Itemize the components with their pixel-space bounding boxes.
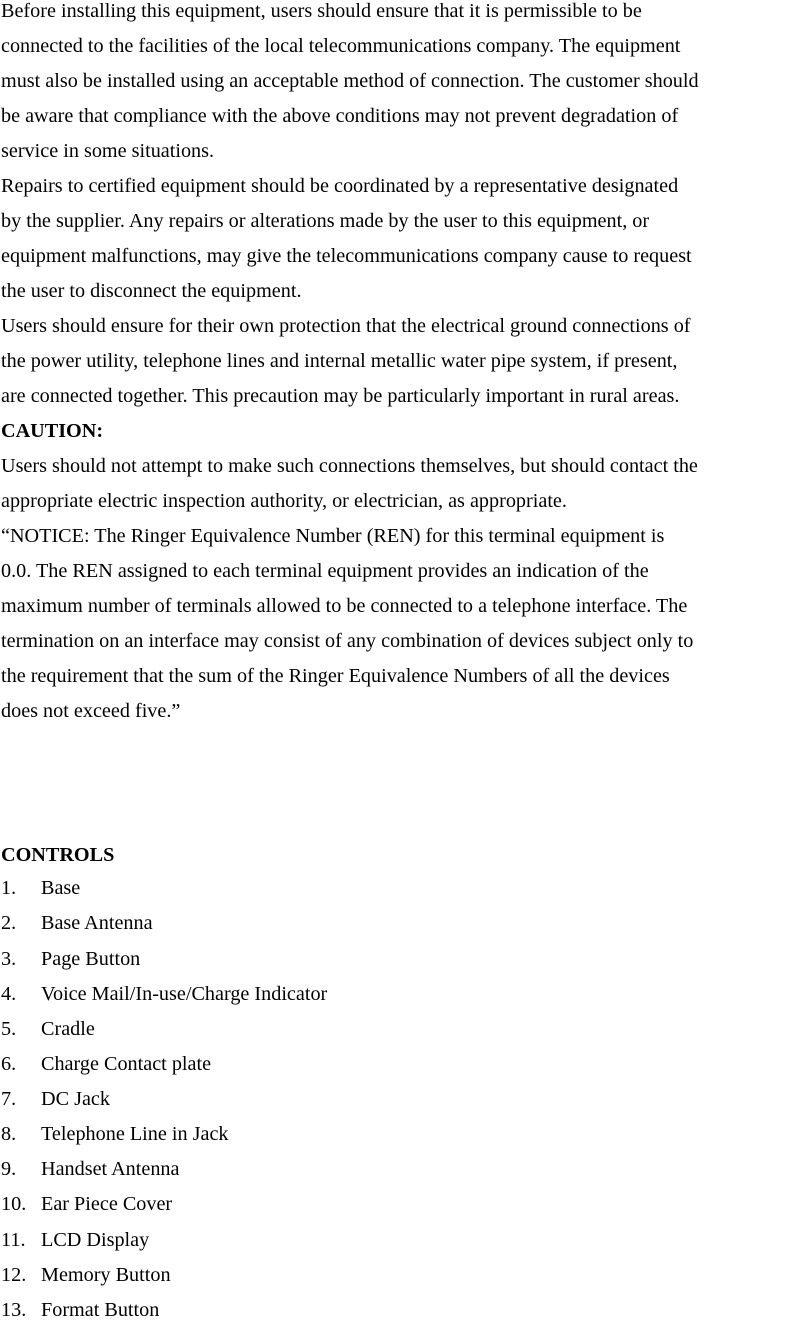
list-item-label: Page Button: [41, 948, 141, 970]
notice-line: “NOTICE: The Ringer Equivalence Number (REN) for this terminal equipment is: [1, 525, 665, 547]
list-item-label: Cradle: [41, 1018, 95, 1040]
list-item-label: Telephone Line in Jack: [41, 1123, 229, 1145]
list-item: [1, 1087, 110, 1111]
list-item-label: Format Button: [41, 1299, 160, 1321]
list-item: [1, 1192, 172, 1216]
list-item-number: 7.: [1, 1088, 17, 1110]
paragraph-line: be aware that compliance with the above conditions may not prevent degradation of: [1, 105, 679, 127]
paragraph-line: connected to the facilities of the local telecommunications company. The equipment: [1, 35, 681, 57]
list-item: [1, 1228, 149, 1252]
list-item: [1, 1017, 95, 1041]
caution-line: appropriate electric inspection authority, or electrician, as appropriate.: [1, 490, 567, 512]
list-item: [1, 1298, 159, 1322]
list-item-number: 12.: [1, 1264, 27, 1286]
list-item: [1, 1122, 229, 1146]
list-item-label: Base Antenna: [41, 912, 153, 934]
paragraph-line: by the supplier. Any repairs or alterations made by the user to this equipment, or: [1, 210, 650, 232]
list-item-number: 10.: [1, 1193, 27, 1215]
list-item-number: 9.: [1, 1158, 17, 1180]
paragraph-line: must also be installed using an acceptable method of connection. The customer should: [1, 70, 699, 92]
list-item-label: LCD Display: [41, 1229, 150, 1251]
list-item: [1, 982, 327, 1006]
notice-line: does not exceed five.”: [1, 700, 181, 722]
list-item-number: 2.: [1, 912, 17, 934]
list-item: [1, 876, 80, 900]
list-item-number: 3.: [1, 948, 17, 970]
list-item: [1, 1263, 171, 1287]
list-item-number: 1.: [1, 877, 17, 899]
paragraph-line: equipment malfunctions, may give the telecommunications company cause to request: [1, 245, 692, 267]
list-item: [1, 911, 153, 935]
list-item-label: Base: [41, 877, 81, 899]
list-item-number: 13.: [1, 1299, 27, 1321]
list-item-number: 8.: [1, 1123, 17, 1145]
paragraph-line: service in some situations.: [1, 140, 215, 162]
controls-heading: CONTROLS: [1, 844, 115, 866]
list-item-number: 4.: [1, 983, 17, 1005]
notice-line: maximum number of terminals allowed to be connected to a telephone interface. The: [1, 595, 688, 617]
paragraph-line: the power utility, telephone lines and internal metallic water pipe system, if present,: [1, 350, 678, 372]
list-item-label: Ear Piece Cover: [41, 1193, 173, 1215]
list-item: [1, 1052, 211, 1076]
list-item: [1, 1157, 179, 1181]
list-item-label: DC Jack: [41, 1088, 110, 1110]
list-item-label: Memory Button: [41, 1264, 171, 1286]
list-item-number: 6.: [1, 1053, 17, 1075]
list-item-label: Charge Contact plate: [41, 1053, 212, 1075]
paragraph-line: the user to disconnect the equipment.: [1, 280, 302, 302]
notice-line: termination on an interface may consist of any combination of devices subject only to: [1, 630, 694, 652]
caution-heading: CAUTION:: [1, 420, 104, 442]
list-item-label: Handset Antenna: [41, 1158, 180, 1180]
caution-line: Users should not attempt to make such connections themselves, but should contact the: [1, 455, 698, 477]
list-item-number: 5.: [1, 1018, 17, 1040]
list-item: [1, 947, 140, 971]
notice-line: the requirement that the sum of the Ringer Equivalence Numbers of all the devices: [1, 665, 670, 687]
paragraph-line: Users should ensure for their own protection that the electrical ground connections of: [1, 315, 691, 337]
list-item-label: Voice Mail/In-use/Charge Indicator: [41, 983, 328, 1005]
paragraph-line: Before installing this equipment, users should ensure that it is permissible to be: [1, 0, 642, 22]
paragraph-line: are connected together. This precaution may be particularly important in rural areas.: [1, 385, 680, 407]
list-item-number: 11.: [1, 1229, 26, 1251]
notice-line: 0.0. The REN assigned to each terminal equipment provides an indication of the: [1, 560, 649, 582]
paragraph-line: Repairs to certified equipment should be coordinated by a representative designated: [1, 175, 679, 197]
